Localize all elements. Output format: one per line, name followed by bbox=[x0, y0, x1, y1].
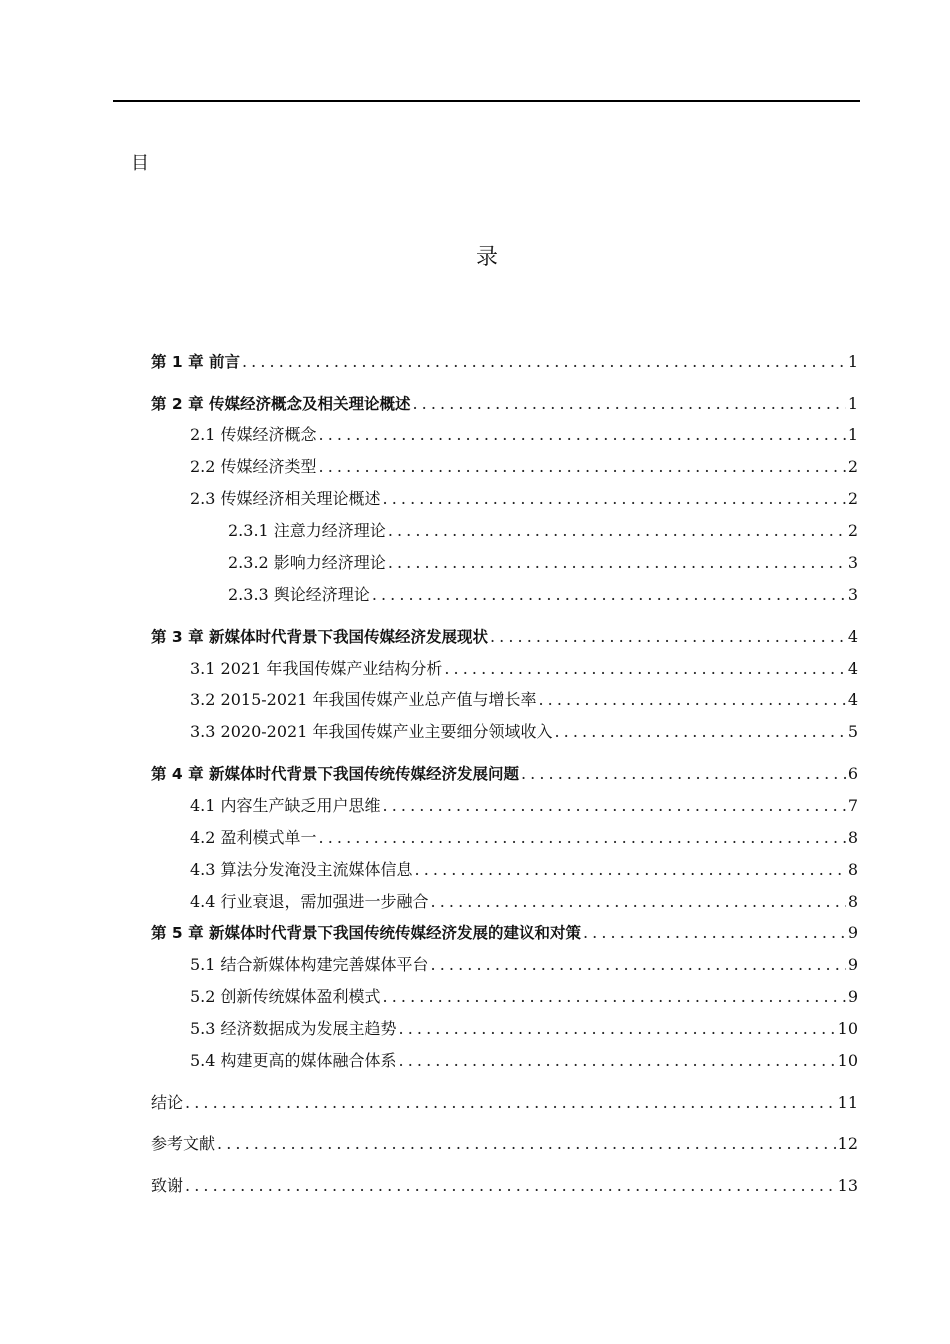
toc-entry-page: 5 bbox=[847, 722, 858, 741]
toc-entry[interactable] bbox=[151, 1134, 858, 1154]
toc-entry-page: 7 bbox=[847, 796, 858, 815]
toc-entry[interactable] bbox=[190, 796, 858, 816]
toc-entry-label: 致谢 bbox=[151, 1176, 184, 1195]
toc-title-part-1: 目 bbox=[131, 153, 149, 174]
toc-leader bbox=[217, 1134, 836, 1154]
toc-leader bbox=[185, 1176, 836, 1196]
toc-entry[interactable] bbox=[190, 425, 858, 445]
toc-leader bbox=[490, 627, 846, 647]
toc-entry-page: 1 bbox=[847, 425, 858, 444]
toc-leader bbox=[242, 352, 846, 372]
toc-entry-page: 1 bbox=[847, 352, 858, 371]
toc-entry-label: 4.2 盈利模式单一 bbox=[190, 828, 317, 847]
toc-entry-label: 4.1 内容生产缺乏用户思维 bbox=[190, 796, 381, 815]
toc-entry[interactable] bbox=[228, 585, 858, 605]
toc-entry[interactable] bbox=[151, 1093, 858, 1113]
toc-entry-page: 3 bbox=[847, 553, 858, 572]
toc-entry-page: 8 bbox=[847, 860, 858, 879]
toc-entry-page: 2 bbox=[847, 489, 858, 508]
toc-entry-label: 第 5 章 新媒体时代背景下我国传统传媒经济发展的建议和对策 bbox=[151, 924, 581, 942]
toc-entry[interactable] bbox=[190, 828, 858, 848]
toc-entry-label: 参考文献 bbox=[151, 1134, 216, 1153]
toc-entry-page: 3 bbox=[847, 585, 858, 604]
toc-leader bbox=[521, 764, 846, 784]
toc-leader bbox=[399, 1019, 836, 1039]
toc-entry-label: 5.3 经济数据成为发展主趋势 bbox=[190, 1019, 397, 1038]
toc-entry[interactable] bbox=[228, 521, 858, 541]
toc-entry[interactable] bbox=[190, 722, 858, 742]
toc-entry-label: 4.4 行业衰退，需加强进一步融合 bbox=[190, 892, 429, 911]
toc-entry-page: 4 bbox=[847, 659, 858, 678]
toc-entry-page: 12 bbox=[837, 1134, 858, 1153]
toc-entry-page: 4 bbox=[847, 627, 858, 646]
toc-entry[interactable] bbox=[151, 394, 858, 414]
toc-entry[interactable] bbox=[190, 1051, 858, 1071]
toc-leader bbox=[185, 1093, 836, 1113]
toc-entry[interactable] bbox=[190, 1019, 858, 1039]
toc-leader bbox=[415, 860, 846, 880]
toc-entry-page: 9 bbox=[847, 987, 858, 1006]
toc-entry-label: 2.1 传媒经济概念 bbox=[190, 425, 317, 444]
toc-entry-label: 结论 bbox=[151, 1093, 184, 1112]
toc-entry[interactable] bbox=[190, 489, 858, 509]
toc-leader bbox=[554, 722, 845, 742]
toc-entry-page: 8 bbox=[847, 892, 858, 911]
toc-entry-page: 13 bbox=[837, 1176, 858, 1195]
toc-leader bbox=[431, 892, 846, 912]
toc-entry-label: 第 4 章 新媒体时代背景下我国传统传媒经济发展问题 bbox=[151, 765, 519, 783]
toc-entry-page: 10 bbox=[837, 1051, 858, 1070]
toc-leader bbox=[383, 796, 846, 816]
toc-entry-label: 5.1 结合新媒体构建完善媒体平台 bbox=[190, 955, 429, 974]
toc-entry-page: 4 bbox=[847, 690, 858, 709]
toc-entry[interactable] bbox=[151, 764, 858, 784]
toc-entry[interactable] bbox=[190, 987, 858, 1007]
toc-leader bbox=[388, 553, 846, 573]
toc-entry[interactable] bbox=[151, 627, 858, 647]
toc-entry-label: 2.3.3 舆论经济理论 bbox=[228, 585, 370, 604]
toc-leader bbox=[431, 955, 846, 975]
toc-entry[interactable] bbox=[190, 955, 858, 975]
toc-entry[interactable] bbox=[190, 690, 858, 710]
toc-leader bbox=[319, 457, 846, 477]
toc-entry-page: 9 bbox=[847, 955, 858, 974]
toc-entry[interactable] bbox=[151, 352, 858, 372]
toc-leader bbox=[383, 489, 846, 509]
toc-entry-page: 2 bbox=[847, 457, 858, 476]
toc-entry[interactable] bbox=[190, 659, 858, 679]
toc-entry-page: 8 bbox=[847, 828, 858, 847]
toc-entry-label: 5.4 构建更高的媒体融合体系 bbox=[190, 1051, 397, 1070]
toc-entry-label: 4.3 算法分发淹没主流媒体信息 bbox=[190, 860, 413, 879]
toc-title-part-2: 录 bbox=[475, 245, 498, 270]
toc-entry-page: 9 bbox=[847, 923, 858, 942]
toc-leader bbox=[383, 987, 846, 1007]
toc-entry[interactable] bbox=[151, 923, 858, 943]
toc-entry-label: 第 1 章 前言 bbox=[151, 353, 240, 371]
toc-leader bbox=[444, 659, 845, 679]
toc-entry-page: 11 bbox=[837, 1093, 858, 1112]
toc-entry-label: 3.3 2020-2021 年我国传媒产业主要细分领域收入 bbox=[190, 722, 553, 741]
toc-leader bbox=[538, 690, 845, 710]
toc-leader bbox=[399, 1051, 836, 1071]
toc-entry[interactable] bbox=[228, 553, 858, 573]
toc-entry-label: 3.1 2021 年我国传媒产业结构分析 bbox=[190, 659, 443, 678]
toc-entry-label: 2.2 传媒经济类型 bbox=[190, 457, 317, 476]
toc-entry-label: 第 3 章 新媒体时代背景下我国传媒经济发展现状 bbox=[151, 628, 488, 646]
toc-entry-label: 3.2 2015-2021 年我国传媒产业总产值与增长率 bbox=[190, 690, 537, 709]
toc-leader bbox=[319, 425, 846, 445]
toc-entry-page: 1 bbox=[847, 394, 858, 413]
toc-entry[interactable] bbox=[151, 1176, 858, 1196]
toc-entry-page: 10 bbox=[837, 1019, 858, 1038]
toc-entry[interactable] bbox=[190, 457, 858, 477]
toc-entry-page: 2 bbox=[847, 521, 858, 540]
toc-leader bbox=[388, 521, 846, 541]
toc-leader bbox=[412, 394, 845, 414]
toc-entry-label: 2.3.1 注意力经济理论 bbox=[228, 521, 386, 540]
toc-entry-label: 2.3.2 影响力经济理论 bbox=[228, 553, 386, 572]
toc-leader bbox=[319, 828, 846, 848]
toc-entry-label: 第 2 章 传媒经济概念及相关理论概述 bbox=[151, 395, 411, 413]
toc-leader bbox=[372, 585, 846, 605]
toc-leader bbox=[583, 923, 846, 943]
toc-entry[interactable] bbox=[190, 892, 858, 912]
toc-entry[interactable] bbox=[190, 860, 858, 880]
toc-entry-label: 2.3 传媒经济相关理论概述 bbox=[190, 489, 381, 508]
toc-entry-label: 5.2 创新传统媒体盈利模式 bbox=[190, 987, 381, 1006]
toc-entry-page: 6 bbox=[847, 764, 858, 783]
